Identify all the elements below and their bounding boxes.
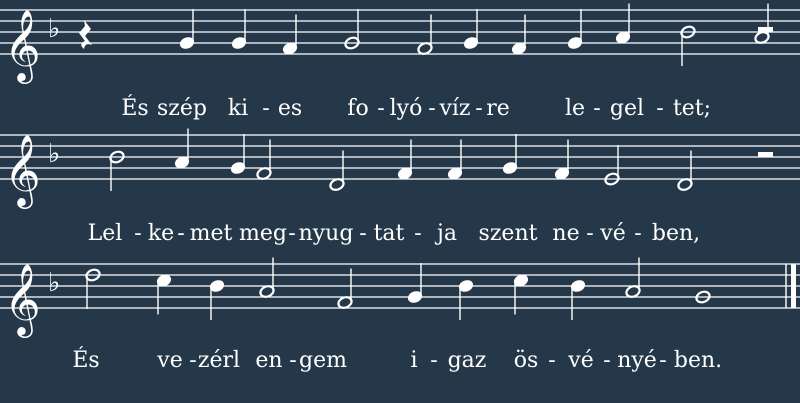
lyric-syllable: ben. [673, 348, 723, 373]
lyric-syllable: És [121, 96, 149, 121]
treble-clef-icon: 𝄞 [4, 133, 41, 206]
flat-key-signature-icon: ♭ [48, 14, 61, 44]
treble-clef-icon: 𝄞 [4, 8, 41, 81]
lyric-syllable: tat [373, 221, 405, 246]
lyric-syllable: fo [347, 96, 369, 121]
lyric-syllable: ki [227, 96, 249, 121]
lyric-hyphen: - [289, 348, 297, 373]
lyric-syllable: ke [147, 221, 175, 246]
final-barline [791, 264, 796, 308]
lyric-syllable: vé [568, 348, 594, 373]
lyric-hyphen: - [586, 221, 594, 246]
flat-key-signature-icon: ♭ [48, 268, 61, 298]
lyric-syllable: szent [478, 221, 538, 246]
lyric-syllable: i [410, 348, 418, 373]
lyric-syllable: le [564, 96, 586, 121]
lyric-syllable: re [486, 96, 510, 121]
flat-key-signature-icon: ♭ [48, 139, 61, 169]
lyric-syllable: nyé [617, 348, 657, 373]
lyric-hyphen: - [593, 96, 601, 121]
lyric-hyphen: - [177, 221, 185, 246]
lyric-hyphen: - [659, 348, 667, 373]
lyric-syllable: lyó [389, 96, 423, 121]
quarter-rest [79, 20, 92, 49]
lyric-hyphen: - [288, 221, 296, 246]
lyric-hyphen: - [414, 221, 422, 246]
lyric-hyphen: - [634, 221, 642, 246]
lyric-syllable: zérl [197, 348, 241, 373]
lyric-hyphen: - [475, 96, 483, 121]
lyric-syllable: meg [239, 221, 287, 246]
lyric-syllable: ve [157, 348, 183, 373]
lyric-hyphen: - [428, 96, 436, 121]
lyric-hyphen: - [548, 348, 556, 373]
lyric-syllable: met [189, 221, 233, 246]
lyric-hyphen: - [262, 96, 270, 121]
lyric-hyphen: - [603, 348, 611, 373]
lyric-syllable: gel [609, 96, 645, 121]
lyric-syllable: gem [299, 348, 347, 373]
lyric-syllable: nyug [298, 221, 354, 246]
lyric-hyphen: - [430, 348, 438, 373]
lyric-hyphen: - [656, 96, 664, 121]
lyric-syllable: ös [513, 348, 539, 373]
lyric-syllable: gaz [447, 348, 487, 373]
treble-clef-icon: 𝄞 [4, 262, 41, 335]
lyric-hyphen: - [189, 348, 197, 373]
lyric-syllable: vé [600, 221, 626, 246]
lyric-hyphen: - [359, 221, 367, 246]
lyric-hyphen: - [377, 96, 385, 121]
lyric-syllable: szép [157, 96, 207, 121]
half-rest [758, 152, 773, 157]
lyric-syllable: ne [552, 221, 580, 246]
lyric-hyphen: - [134, 221, 142, 246]
half-rest [758, 27, 773, 32]
lyric-syllable: ja [437, 221, 457, 246]
lyric-syllable: víz [439, 96, 471, 121]
lyric-syllable: tet; [672, 96, 712, 121]
lyric-syllable: És [72, 348, 100, 373]
lyric-syllable: es [277, 96, 303, 121]
lyric-syllable: Lel [87, 221, 123, 246]
lyric-syllable: ben, [651, 221, 701, 246]
lyric-syllable: en [255, 348, 283, 373]
